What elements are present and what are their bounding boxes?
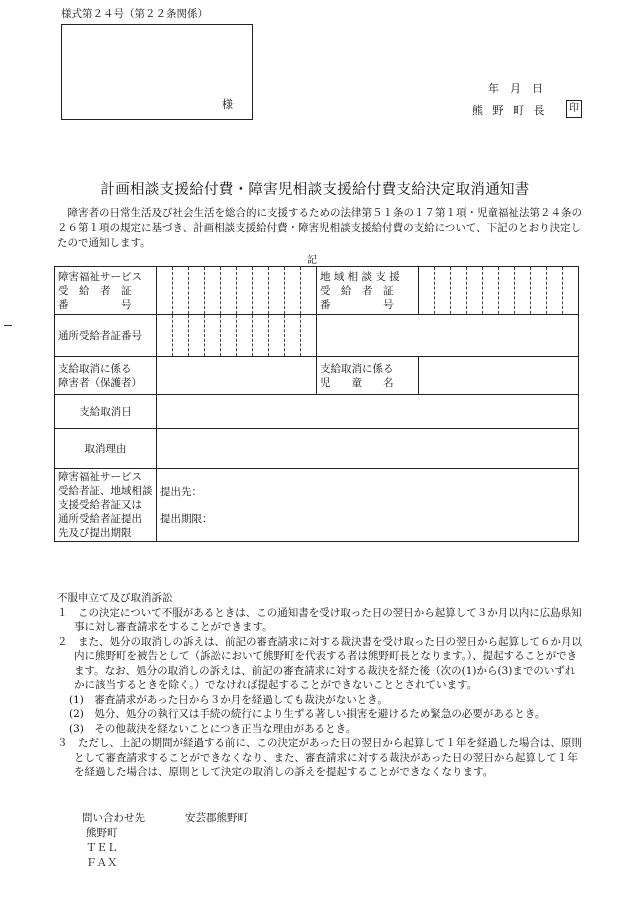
cancel-date-field[interactable]: [157, 395, 579, 429]
appeal-paragraph-2: ２ また、処分の取消しの訴えは、前記の審査請求に対する裁決書を受け取った日の翌日から起算して６か月以内に熊野町を被告として（訴訟において熊野町を代表する者は熊野町長となります。）、提起することができます。なお、処分の取消しの訴えは、前記の審査請求に対する裁決を経た後（次の(1)から(3)までのいずれかに該当するときを除く。）でなければ提起することができないこととされています。: [57, 635, 582, 691]
digit-cell[interactable]: [157, 315, 173, 357]
digit-cell[interactable]: [237, 267, 253, 315]
intro-paragraph: 障害者の日常生活及び社会生活を総合的に支援するための法律第５１条の１７第１項・児童福祉法第２４条の２６第１項の規定に基づき、計画相談支援給付費・障害児相談支援給付費の支給について、下記のとおり決定したので通知します。: [57, 207, 582, 249]
appeal-paragraph-3: ３ ただし、上記の期間が経過する前に、この決定があった日の翌日から起算して１年を経過した場合は、原則として審査請求することができなくなり、また、審査請求に対する裁決があった日の翌日から起算して１年を経過した場合は、原則として決定の取消しの訴えを提起することができなくなります。: [57, 737, 582, 778]
digit-cell[interactable]: [269, 267, 285, 315]
digit-cell[interactable]: [189, 267, 205, 315]
appeal-item-2: (2) 処分、処分の執行又は手続の続行により生ずる著しい損害を避けるため緊急の必要があるとき。: [69, 708, 546, 720]
digit-cell[interactable]: [547, 267, 563, 315]
digit-cell[interactable]: [253, 267, 269, 315]
welfare-cert-label: 障害福祉サービス 受 給 者 証 番 号: [55, 267, 157, 315]
digit-cell[interactable]: [253, 315, 269, 357]
digit-cell[interactable]: [515, 267, 531, 315]
digit-cell[interactable]: [173, 267, 189, 315]
appeal-section: [57, 591, 585, 780]
digit-cell[interactable]: [467, 267, 483, 315]
submit-label: 障害福祉サービス 受給者証、地域相談 支援受給者証又は 通所受給者証提出 先及び提出期限: [55, 469, 157, 542]
contact-tel: ＴＥＬ: [86, 842, 118, 854]
date-line: 年 月 日: [488, 82, 543, 95]
digit-cell[interactable]: [173, 315, 189, 357]
notice-table: [54, 266, 579, 542]
target-person-field[interactable]: [157, 357, 317, 395]
appeal-item-1: (1) 審査請求があった日から３か月を経過しても裁決がないとき。: [69, 693, 388, 706]
appeal-heading: 不服申立て及び取消訴訟: [57, 592, 173, 604]
document-title: 計画相談支援給付費・障害児相談支援給付費支給決定取消通知書: [100, 182, 530, 198]
digit-cell[interactable]: [189, 315, 205, 357]
digit-cell[interactable]: [285, 315, 301, 357]
contact-fax: ＦＡＸ: [86, 857, 118, 869]
margin-mark: [4, 325, 12, 326]
day-cert-blank: [317, 315, 579, 357]
digit-cell[interactable]: [451, 267, 467, 315]
contact-block: [82, 811, 248, 871]
target-child-label: 支給取消に係る 児 童 名: [317, 357, 419, 395]
digit-cell[interactable]: [157, 267, 173, 315]
digit-cell[interactable]: [435, 267, 451, 315]
appeal-paragraph-1: １ この決定について不服があるときは、この通知書を受け取った日の翌日から起算して３か月以内に広島県知事に対し審査請求をすることができます。: [57, 606, 582, 633]
digit-cell[interactable]: [285, 267, 301, 315]
appeal-item-3: (3) その他裁決を経ないことにつき正当な理由があるとき。: [69, 722, 357, 735]
digit-cell[interactable]: [419, 267, 435, 315]
digit-cell[interactable]: [205, 315, 221, 357]
contact-org: 安芸郡熊野町: [185, 812, 248, 824]
seal-mark: 印: [566, 100, 582, 118]
digit-cell[interactable]: [499, 267, 515, 315]
community-cert-label: 地 域 相 談 支 援 受 給 者 証 番 号: [317, 267, 419, 315]
digit-cell[interactable]: [205, 267, 221, 315]
digit-cell[interactable]: [483, 267, 499, 315]
digit-cell[interactable]: [531, 267, 547, 315]
submit-deadline-label: 提出期限：: [160, 513, 213, 525]
address-honorific: 様: [222, 98, 233, 111]
cancel-reason-field[interactable]: [157, 429, 579, 469]
target-person-label: 支給取消に係る 障害者（保護者）: [55, 357, 157, 395]
cancel-reason-label: 取消理由: [55, 429, 157, 469]
issuer-name: 熊 野 町 長: [472, 104, 548, 117]
digit-cell[interactable]: [221, 315, 237, 357]
submit-field[interactable]: [157, 469, 579, 542]
digit-cell[interactable]: [237, 315, 253, 357]
digit-cell[interactable]: [301, 315, 317, 357]
digit-cell[interactable]: [269, 315, 285, 357]
submit-to-label: 提出先：: [160, 486, 202, 498]
ki-mark: 記: [307, 255, 317, 266]
digit-cell[interactable]: [301, 267, 317, 315]
form-number: 様式第２４号（第２２条関係）: [61, 8, 208, 20]
target-child-field[interactable]: [419, 357, 579, 395]
contact-label: 問い合わせ先: [82, 812, 145, 824]
digit-cell[interactable]: [221, 267, 237, 315]
digit-cell[interactable]: [563, 267, 579, 315]
contact-name: 熊野町: [86, 827, 118, 839]
day-cert-label: 通所受給者証番号: [55, 315, 157, 357]
cancel-date-label: 支給取消日: [55, 395, 157, 429]
